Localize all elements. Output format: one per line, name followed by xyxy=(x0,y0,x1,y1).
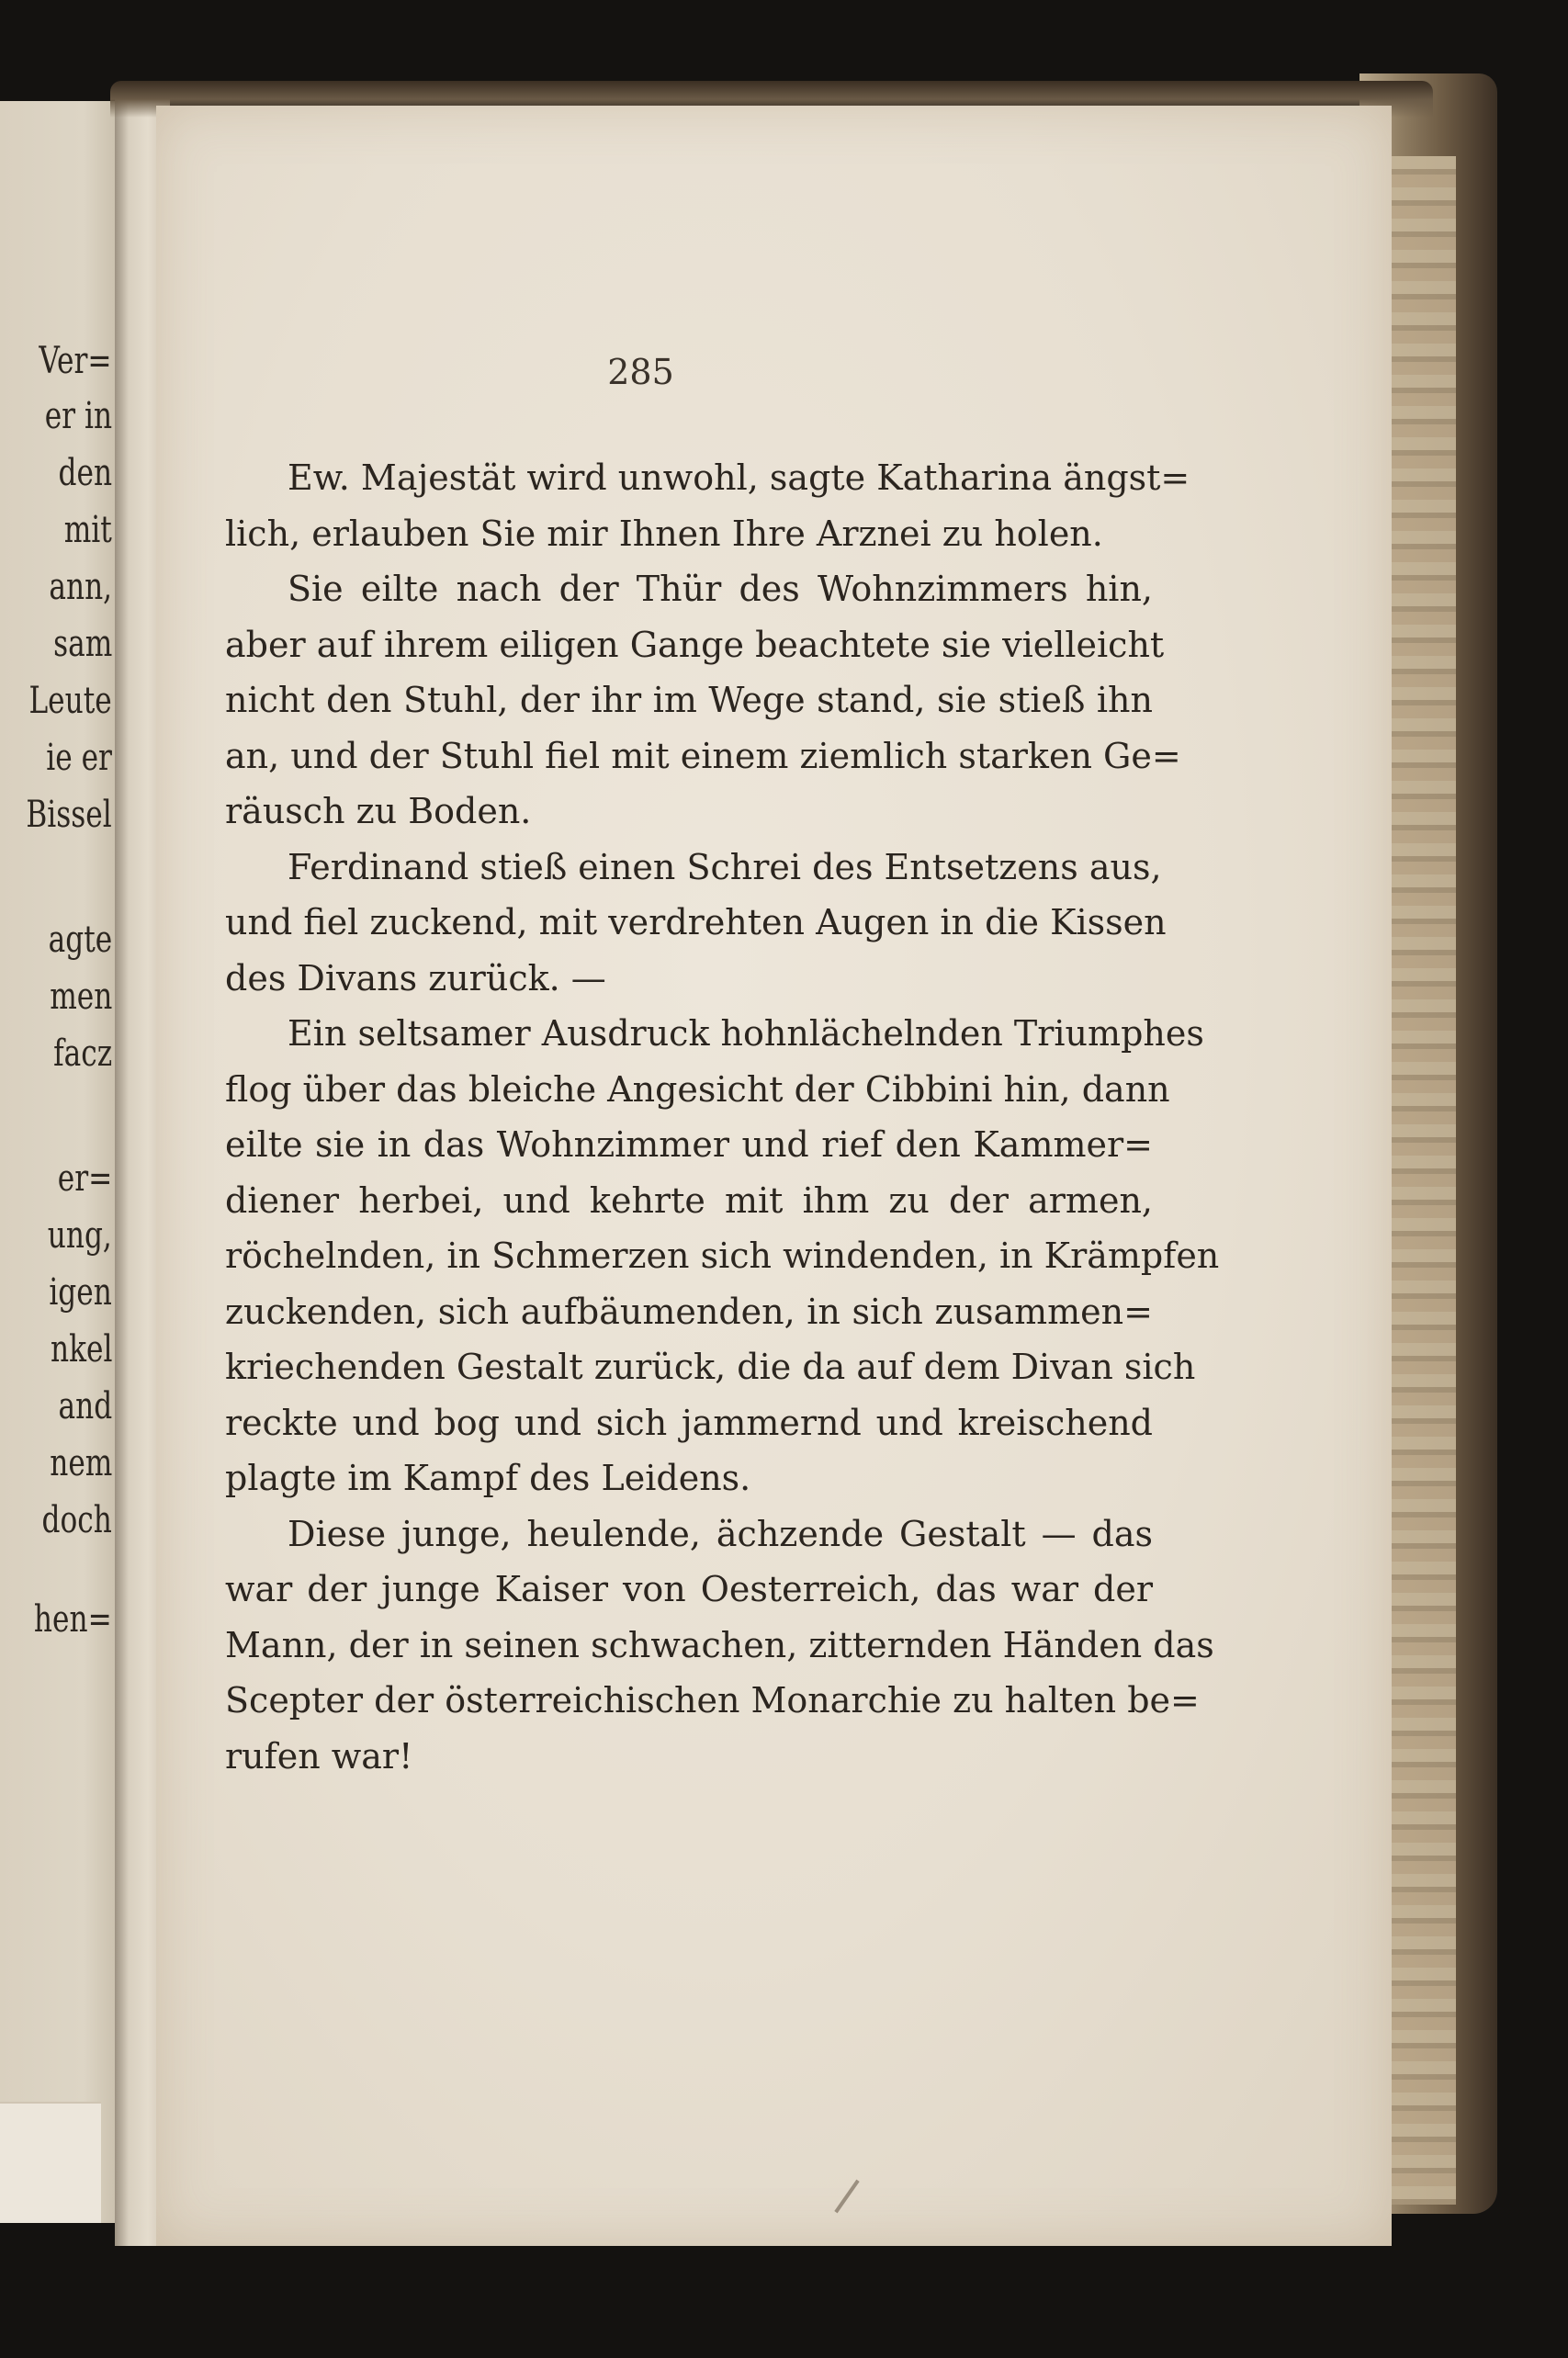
text-line: reckte und bog und sich jammernd und kreischend xyxy=(225,1402,1153,1443)
previous-page-line: er= xyxy=(57,1157,112,1200)
previous-page-line: doch xyxy=(41,1499,112,1541)
text-line: Ein seltsamer Ausdruck hohnlächelnden Triumphes xyxy=(288,1013,1204,1054)
text-line: rufen war! xyxy=(225,1735,413,1777)
text-line: war der junge Kaiser von Oesterreich, das war der xyxy=(225,1569,1153,1609)
ink-mark xyxy=(834,2180,859,2214)
paragraph xyxy=(225,450,1190,561)
page-edges xyxy=(1392,156,1456,2205)
previous-page-line: den xyxy=(58,452,112,494)
previous-page-line: sam xyxy=(52,623,112,665)
previous-page-line: ung, xyxy=(47,1214,112,1257)
previous-page-line: men xyxy=(49,976,112,1018)
text-line: räusch zu Boden. xyxy=(225,791,532,831)
previous-page-line: igen xyxy=(49,1271,112,1314)
text-line: eilte sie in das Wohnzimmer und rief den Kammer= xyxy=(225,1124,1153,1165)
previous-page-line: hen= xyxy=(34,1598,112,1641)
body-text xyxy=(225,450,1220,1784)
previous-page-line: Ver= xyxy=(39,340,112,382)
text-line: Scepter der österreichischen Monarchie zu halten be= xyxy=(225,1680,1200,1721)
previous-page-line: agte xyxy=(48,919,112,961)
text-line: diener herbei, und kehrte mit ihm zu der armen, xyxy=(225,1179,1153,1221)
previous-page-line: Leute xyxy=(28,680,112,722)
paragraph xyxy=(225,1006,1220,1506)
text-line: aber auf ihrem eiligen Gange beachtete sie vielleicht xyxy=(225,624,1165,665)
previous-page-line: ann, xyxy=(49,566,112,608)
previous-page-fragment xyxy=(0,101,119,2223)
page-corner xyxy=(0,2102,101,2223)
text-line: röchelnden, in Schmerzen sich windenden, in Krämpfen xyxy=(225,1235,1220,1276)
text-line: Ew. Majestät wird unwohl, sagte Katharina ängst= xyxy=(288,457,1190,498)
previous-page-line: Bissel xyxy=(26,794,112,836)
text-line: lich, erlauben Sie mir Ihnen Ihre Arznei zu holen. xyxy=(225,513,1103,554)
text-line: flog über das bleiche Angesicht der Cibbini hin, dann xyxy=(225,1068,1170,1110)
previous-page-line: nem xyxy=(49,1442,112,1484)
text-line: plagte im Kampf des Leidens. xyxy=(225,1458,751,1498)
text-line: nicht den Stuhl, der ihr im Wege stand, sie stieß ihn xyxy=(225,680,1153,720)
book-page xyxy=(156,106,1392,2246)
previous-page-line: nkel xyxy=(50,1328,112,1371)
paragraph xyxy=(225,840,1167,1007)
page-number: 285 xyxy=(607,352,674,392)
text-line: zuckenden, sich aufbäumenden, in sich zusammen= xyxy=(225,1291,1153,1332)
text-line: Ferdinand stieß einen Schrei des Entsetzens aus, xyxy=(288,846,1162,887)
text-line: des Divans zurück. — xyxy=(225,957,606,998)
paragraph xyxy=(225,1506,1214,1785)
text-line: kriechenden Gestalt zurück, die da auf dem Divan sich xyxy=(225,1347,1196,1387)
previous-page-line: er in xyxy=(44,395,112,437)
previous-page-line: and xyxy=(58,1385,112,1427)
text-line: und fiel zuckend, mit verdrehten Augen in die Kissen xyxy=(225,902,1167,942)
previous-page-line: facz xyxy=(52,1032,112,1075)
previous-page-line: mit xyxy=(63,509,112,551)
previous-page-line: ie er xyxy=(46,737,112,779)
text-line: Sie eilte nach der Thür des Wohnzimmers hin, xyxy=(288,569,1153,609)
text-line: Mann, der in seinen schwachen, zitternden Händen das xyxy=(225,1624,1214,1665)
paragraph xyxy=(225,561,1181,840)
text-line: Diese junge, heulende, ächzende Gestalt — das xyxy=(288,1513,1153,1554)
text-line: an, und der Stuhl fiel mit einem ziemlich starken Ge= xyxy=(225,735,1181,776)
